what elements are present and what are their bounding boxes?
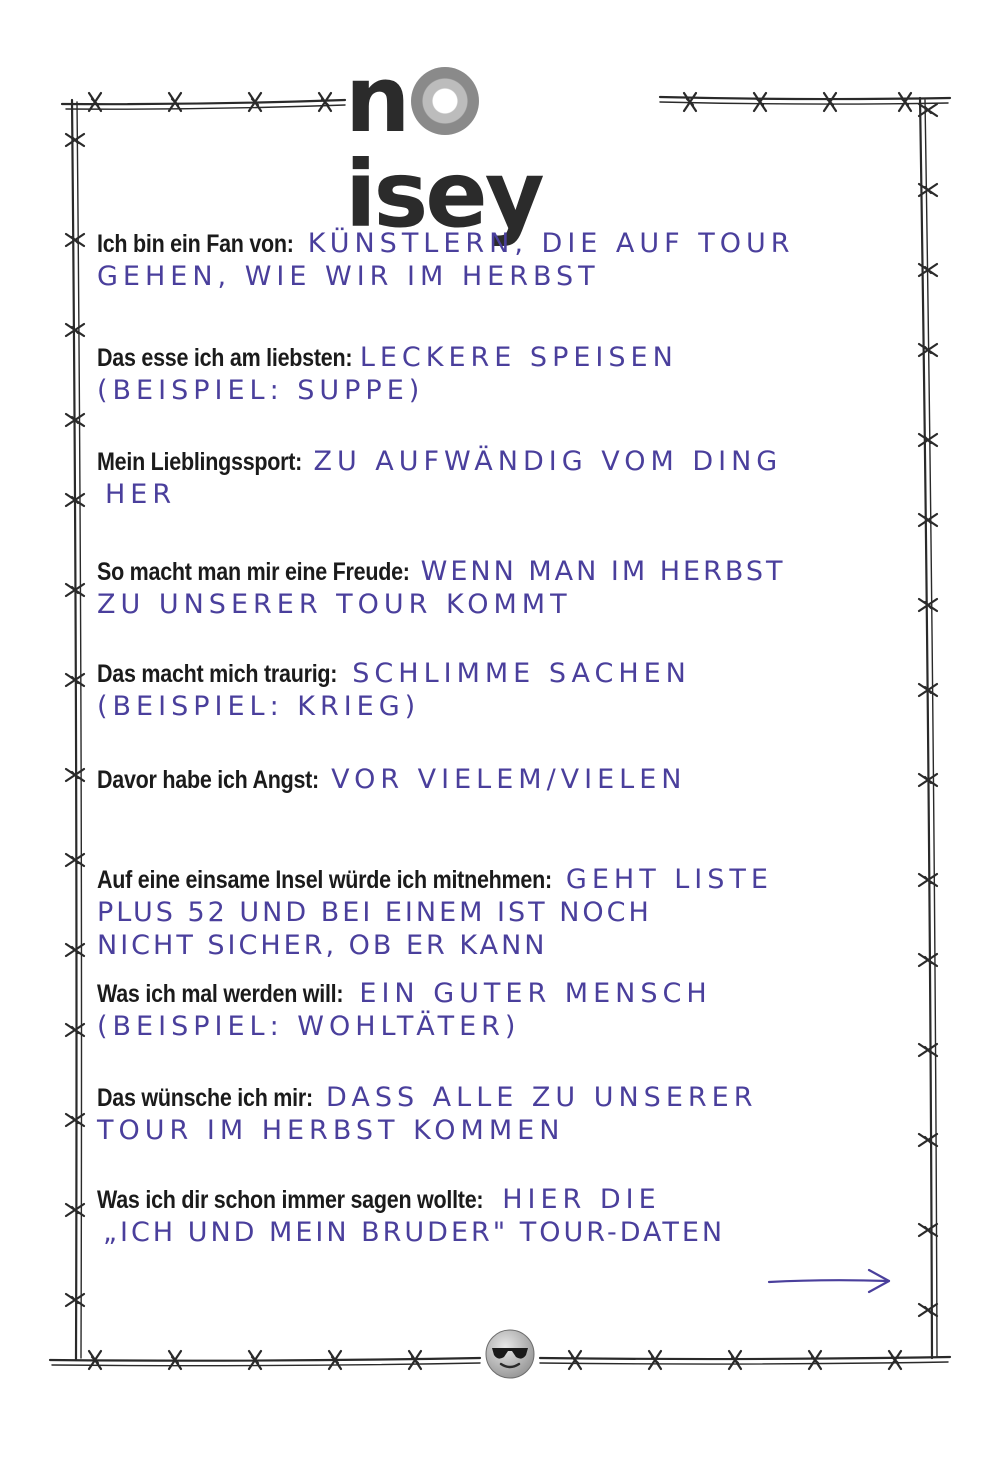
barb-icon — [919, 104, 937, 116]
entry-wish — [97, 1082, 757, 1146]
entry-fear — [97, 764, 686, 795]
entry-sad — [97, 658, 691, 722]
entry-answer: ZU UNSERER TOUR KOMMT — [97, 589, 572, 620]
entry-label: Was ich dir schon immer sagen wollte: — [97, 1186, 484, 1214]
barb-icon — [919, 1224, 937, 1236]
entry-answer: ZU AUFWÄNDIG VOM DING — [313, 446, 783, 477]
entry-answer: EIN GUTER MENSCH — [359, 978, 712, 1009]
entry-answer: PLUS 52 UND BEI EINEM IST NOCH — [97, 897, 652, 928]
entry-answer: (BEISPIEL: KRIEG) — [97, 691, 421, 722]
entry-answer: NICHT SICHER, OB ER KANN — [97, 930, 548, 961]
barb-icon — [919, 514, 937, 526]
entry-answer: HER — [105, 479, 177, 510]
entry-label: So macht man mir eine Freude: — [97, 558, 410, 586]
entry-answer: GEHT LISTE — [565, 864, 773, 895]
entry-answer: GEHEN, WIE WIR IM HERBST — [97, 261, 600, 292]
entry-answer: „ICH UND MEIN BRUDER" TOUR-DATEN — [103, 1217, 726, 1248]
entry-answer: (BEISPIEL: WOHLTÄTER) — [97, 1011, 521, 1042]
entry-answer: DASS ALLE ZU UNSERER — [326, 1082, 758, 1113]
barb-icon — [754, 93, 766, 111]
entry-answer: WENN MAN IM HERBST — [420, 556, 786, 587]
barb-icon — [319, 93, 331, 111]
entry-label: Ich bin ein Fan von: — [97, 230, 294, 258]
entry-joy — [97, 556, 786, 620]
barb-icon — [809, 1351, 821, 1369]
barb-icon — [899, 93, 911, 111]
barb-icon — [919, 1134, 937, 1146]
entry-answer: VOR VIELEM/VIELEN — [331, 764, 687, 795]
entry-label: Was ich mal werden will: — [97, 980, 344, 1008]
entry-label: Auf eine einsame Insel würde ich mitnehmen: — [97, 866, 552, 894]
entry-answer: LECKERE SPEISEN — [359, 342, 678, 373]
barb-icon — [824, 93, 836, 111]
entry-label: Mein Lieblingssport: — [97, 448, 303, 476]
barb-icon — [889, 1351, 901, 1369]
noisey-logo: nisey — [345, 46, 542, 248]
entry-label: Das esse ich am liebsten: — [97, 344, 353, 372]
entry-island — [97, 864, 773, 961]
entry-answer: KÜNSTLERN, DIE AUF TOUR — [307, 228, 795, 259]
entry-label: Das macht mich traurig: — [97, 660, 338, 688]
barb-icon — [66, 134, 84, 146]
barb-icon — [66, 234, 84, 246]
entry-label: Das wünsche ich mir: — [97, 1084, 313, 1112]
entry-label: Davor habe ich Angst: — [97, 766, 319, 794]
entry-answer: HIER DIE — [502, 1184, 661, 1215]
entry-future — [97, 978, 712, 1042]
barb-icon — [89, 93, 101, 111]
arrow-right-icon — [765, 1262, 895, 1298]
sunglasses-emoji-icon — [484, 1328, 536, 1380]
entry-answer: SCHLIMME SACHEN — [352, 658, 691, 689]
barb-icon — [569, 1351, 581, 1369]
barb-icon — [919, 434, 937, 446]
entry-message — [97, 1184, 725, 1248]
logo-disc-icon — [411, 67, 479, 135]
entry-food — [97, 342, 678, 406]
entry-fan — [97, 228, 795, 292]
entry-sport — [97, 446, 782, 510]
entry-answer: (BEISPIEL: SUPPE) — [97, 375, 425, 406]
barb-icon — [919, 1304, 937, 1316]
barb-icon — [919, 599, 937, 611]
entry-answer: TOUR IM HERBST KOMMEN — [97, 1115, 565, 1146]
barb-icon — [919, 1044, 937, 1056]
